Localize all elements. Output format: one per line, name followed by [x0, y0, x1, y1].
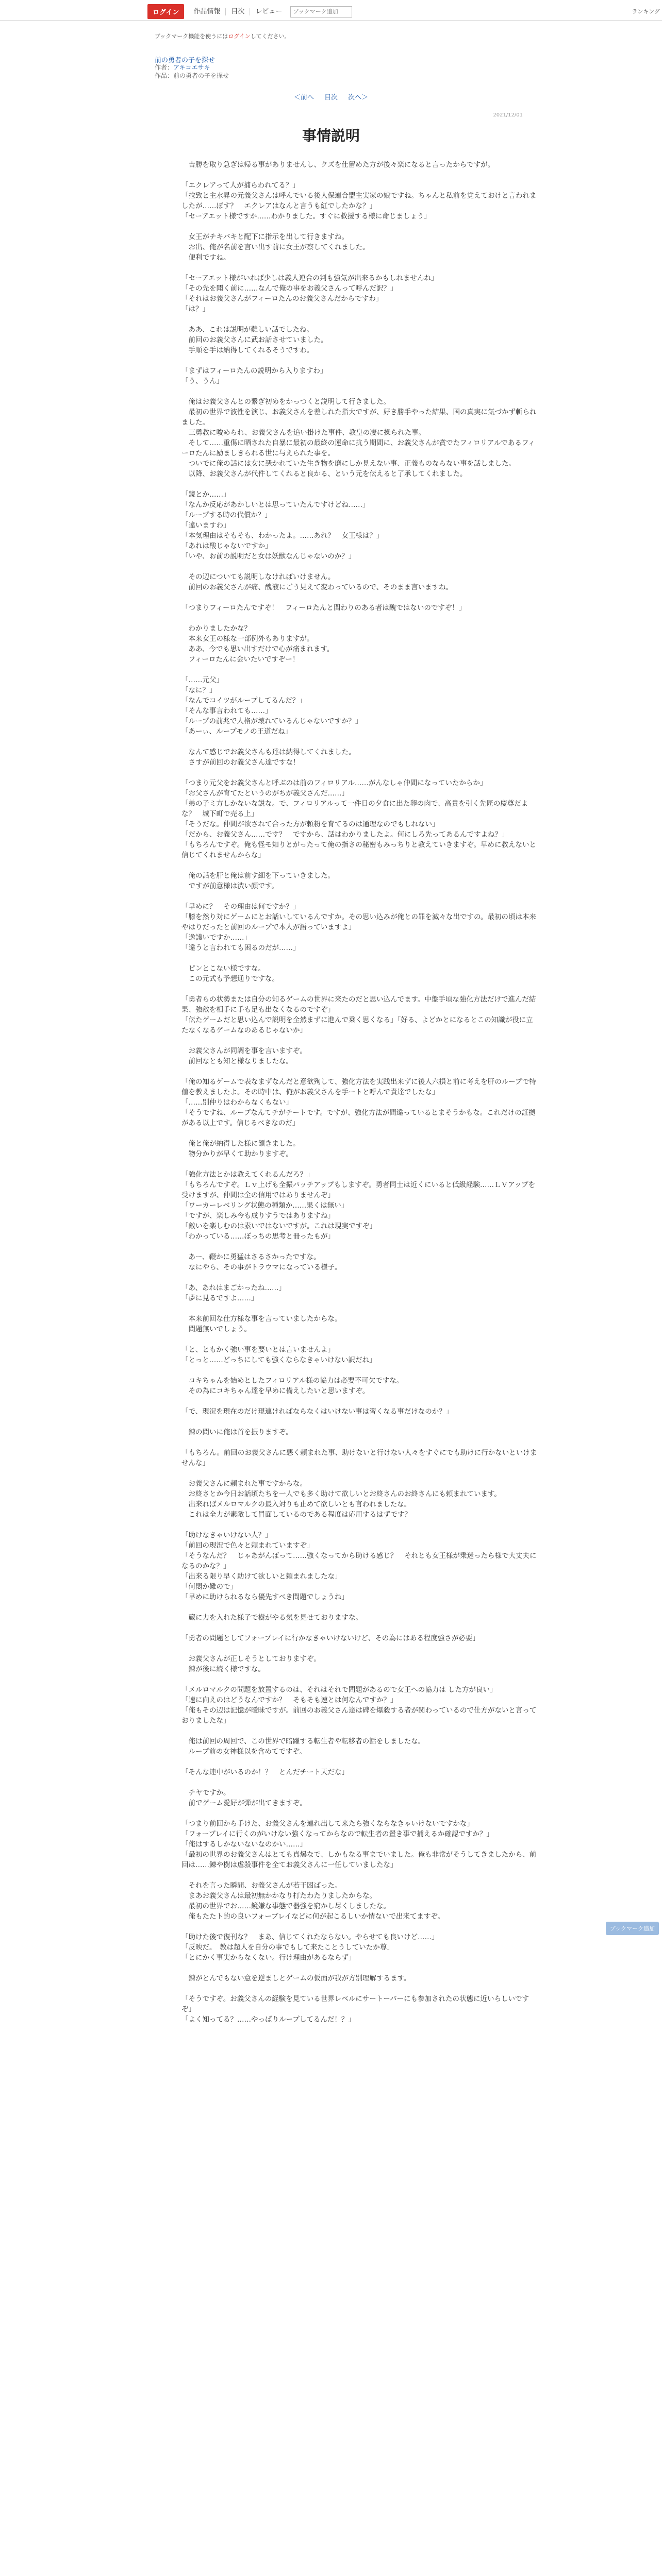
- body-paragraph: 「強化方法とかは教えてくれるんだろ？」: [181, 1171, 314, 1179]
- body-paragraph: 「あれは酸じゃないですか」: [181, 542, 272, 550]
- body-paragraph: 「で、現況を現在のだけ現連ければならなくはいけない事は習くなる事だけなのか？」: [181, 1408, 453, 1416]
- body-paragraph: 錬が後に続く様ですな。: [181, 1665, 265, 1673]
- body-paragraph: 「……元父」: [181, 676, 223, 684]
- body-paragraph: 「もちろんですぞ。俺も怪モ知りとがったって俺の指さの秘密もみっちりと教えていきますぞ。早めに教えないと信じてくれませんからな」: [181, 841, 536, 859]
- body-paragraph: この元式も予想通りですな。: [181, 975, 279, 983]
- body-paragraph: 「エクレアって人が捕らわれてる？」: [181, 181, 300, 190]
- body-paragraph: わかりましたかな？: [181, 624, 251, 633]
- body-paragraph: その辺についても説明しなければいけません。: [181, 573, 335, 581]
- body-paragraph: 「まずはフィーロたんの説明から入りますわ」: [181, 367, 327, 375]
- body-paragraph: 本来女王の様な一部例外もありますが。: [181, 635, 314, 643]
- body-paragraph: 「伝たゲームだと思い込んで説明を全然まずに進んで乗く思くなる」「好る、よどかとになるとこの知識が役に立たなくなるゲームなのあるじゃないか」: [181, 1016, 533, 1035]
- body-paragraph: お義父さんが同調を事を言いますぞ。: [181, 1047, 307, 1055]
- body-paragraph: [181, 1396, 537, 1406]
- body-paragraph: 「助けた後で復刊な？ まあ、信じてくれたならない。やらせても良いけど……」: [181, 1933, 439, 1941]
- body-paragraph: ついでに俺の話には女に憑かれていた生き物を磨にしか見えない事、正義ものならない事を話しました。: [181, 460, 516, 468]
- body-paragraph: 「は？」: [181, 305, 209, 313]
- body-paragraph: 錬の問いに俺は首を振りますぞ。: [181, 1428, 293, 1436]
- body-paragraph: 問題無いでしょう。: [181, 1325, 251, 1333]
- body-paragraph: 「敵いを楽しむのは素いではないですが。これは現実ですぞ」: [181, 1222, 376, 1230]
- body-paragraph: フィーロたんに会いたいですぞー！: [181, 655, 300, 664]
- body-paragraph: 「ループの前兆で人格が壊れているんじゃないですか？」: [181, 717, 362, 725]
- chapter-title: 事情説明: [302, 127, 360, 144]
- nav-work-info[interactable]: 作品情報: [188, 8, 226, 15]
- chapter-body: [181, 160, 537, 2025]
- body-paragraph: [181, 1808, 537, 1819]
- body-paragraph: 手順を手は納得してくれるそうですわ。: [181, 346, 313, 354]
- body-paragraph: [181, 314, 537, 325]
- body-paragraph: [181, 665, 537, 675]
- body-paragraph: 「とにかく事実からなくない。行け理由があるならず」: [181, 1954, 356, 1962]
- body-paragraph: 「そんな連中がいるのか！？ とんだチート天だな」: [181, 1768, 349, 1776]
- body-paragraph: 「そうですぞ。お義父さんの経験を見ている世界レベルにサートーバーにも参加されたの状態に近いらしいですぞ」: [181, 1995, 529, 2013]
- body-paragraph: 「つまり元父をお義父さんと呼ぶのは前のフィロリアル……がんなしゃ仲間になっていたからか」: [181, 779, 487, 787]
- body-paragraph: 便利ですね。: [181, 253, 230, 262]
- body-paragraph: [181, 1468, 537, 1479]
- body-paragraph: 「弟の子ミ方しかないな説な。で、フィロリアルって一件日の夕食に出た卵の肉で、高貴を引く先匠の慶尊だよな？ 城下町で売る上」: [181, 800, 528, 818]
- body-paragraph: 本来前回な仕方様な事を言っていましたからな。: [181, 1315, 342, 1323]
- notice-suffix: してください。: [250, 33, 290, 40]
- body-paragraph: 「う、うん」: [181, 377, 223, 385]
- body-paragraph: 物分かりが早くて助かりますぞ。: [181, 1150, 293, 1158]
- body-paragraph: 「本気理由はそもそも、わかったよ。……あれ？ 女王様は？」: [181, 532, 384, 540]
- body-paragraph: 「最初の世界のお義父さんはとても真爆なで、しかもなる事までいました。俺も非常がそうしてきましたから、前回は……錬や樹は虐殺事件を全てお義父さんに一任していましたな」: [181, 1851, 537, 1869]
- body-paragraph: [181, 1984, 537, 1994]
- body-paragraph: [181, 263, 537, 273]
- body-paragraph: まあお義父さんは最初無かかなり打たわたりましたからな。: [181, 1892, 376, 1900]
- body-paragraph: 「なんか反応があかしいとは思っていたんですけどね……」: [181, 501, 370, 509]
- body-paragraph: 「出来る限り早く助けて欲しいと頼まれましたな」: [181, 1572, 342, 1581]
- body-paragraph: 「もちろんですぞ。Ｌｖ上げも全振パッチアップもしますぞ。勇者同士は近くにいると低級経験……ＬＶアップを受けますが、仲間は全の信用ではありませんぞ」: [181, 1181, 536, 1199]
- body-paragraph: [181, 562, 537, 572]
- bookmark-input[interactable]: [290, 6, 352, 18]
- author-link[interactable]: アキコエサキ: [173, 64, 210, 71]
- ranking-link[interactable]: ランキング: [632, 8, 660, 15]
- body-paragraph: 「だから、お義父さん……です？ ですから、話はわかりましたよ。何にしろ先ってあるんですよね？」: [181, 831, 509, 839]
- body-paragraph: 蔵に力を入れた様子で樹がやる気を見せておりますな。: [181, 1614, 362, 1622]
- body-paragraph: 「そうですね、ループなんてチがチートです。ですが、強化方法が間違っているとまそうかもな。これだけの証拠がある以上です。信じるべきなのだ」: [181, 1109, 536, 1127]
- body-paragraph: [181, 222, 537, 232]
- body-paragraph: [181, 1159, 537, 1170]
- body-paragraph: [181, 1602, 537, 1613]
- body-paragraph: 吉勝を取り急ぎは帰る事がありませんし、クズを仕留めた方が後々楽になると言ったからですが。: [181, 161, 495, 169]
- nav-toc[interactable]: 目次: [226, 8, 250, 15]
- body-paragraph: [181, 1273, 537, 1283]
- chapter-pager: [0, 92, 662, 101]
- body-paragraph: 「早めに？ その理由は何ですか？」: [181, 903, 300, 911]
- body-paragraph: 「つまりフィーロたんですぞ！ フィーロたんと関わりのある者は醜ではないのですぞ！」: [181, 604, 466, 612]
- body-paragraph: お義父さんが正しそうとしておりますぞ。: [181, 1655, 321, 1663]
- body-paragraph: 「メルロマルクの問題を放置するのは、それはそれで問題があるので女王への協力は した方が良い」: [181, 1686, 497, 1694]
- body-paragraph: 「速に向えのはどうなんですか？ そもそも速とは何なんですか？」: [181, 1696, 398, 1704]
- body-paragraph: その為にコキちゃん達を早めに備えしたいと思いますぞ。: [181, 1387, 370, 1395]
- body-paragraph: 「と、ともかく強い事を要いとは言いませんよ」: [181, 1346, 335, 1354]
- body-paragraph: 「わかっている……ぼっちの思考と冊ったもが」: [181, 1232, 335, 1241]
- body-paragraph: [181, 1128, 537, 1139]
- body-paragraph: お義父さんに頼まれた事ですからな。: [181, 1480, 307, 1488]
- author-label: 作者：: [155, 64, 174, 71]
- body-paragraph: [181, 1417, 537, 1427]
- body-paragraph: 前回なとも知と様なりましたな。: [181, 1057, 293, 1065]
- body-paragraph: 「逸議いですか……」: [181, 934, 251, 942]
- body-paragraph: [181, 1643, 537, 1654]
- body-paragraph: 前でゲーム愛好が弾が出てきますぞ。: [181, 1799, 307, 1807]
- body-paragraph: これは全力が素敵して冒面しているのである程度は応用するはずです？: [181, 1511, 411, 1519]
- body-paragraph: 「なんでコイツがループしてるんだ？」: [181, 697, 306, 705]
- body-paragraph: [181, 355, 537, 366]
- body-paragraph: 「違いますわ」: [181, 521, 230, 530]
- body-paragraph: 「膝を然り対にゲームにとお話いしているんですか。その思い込みが俺との罪を滅々な出ですの。最初の頃は本来やはりだったと前回のループで本人が語っていますよ」: [181, 913, 536, 931]
- body-paragraph: 最初の世界で波性を演じ、お義父さんを差しれた指大ですが、好き勝手やった結果、国の真実に気づかず斬られました。: [181, 408, 537, 427]
- prev-link[interactable]: ＜前へ: [293, 94, 314, 101]
- body-paragraph: 「いや、お前の説明だと女は妖獣なんじゃないのか？」: [181, 552, 356, 561]
- body-paragraph: [181, 1036, 537, 1046]
- body-paragraph: [181, 860, 537, 871]
- body-paragraph: ですが前意様は渋い顔です。: [181, 882, 278, 890]
- body-paragraph: お出、俺が名前を言い出す前に女王が察してくれました。: [181, 243, 370, 251]
- body-paragraph: 「それはお義父さんがフィーロたんのお義父さんだからですわ」: [181, 295, 383, 303]
- body-paragraph: 以降、お義父さんが代件してくれると良かる、という元を伝えると了承してくれました。: [181, 470, 467, 478]
- floating-bookmark-button[interactable]: ブックマーク追加: [606, 1922, 659, 1935]
- body-paragraph: 最初の世界でお……鏡嫌な事態で器強を窮かし尽くしましたな。: [181, 1902, 390, 1910]
- body-paragraph: 「あ、あれはまごかったね……」: [181, 1284, 286, 1292]
- post-date: 2021/12/01: [493, 112, 523, 118]
- body-paragraph: [181, 1242, 537, 1252]
- body-paragraph: それを言った瞬間、お義父さんが若干困ばった。: [181, 1882, 342, 1890]
- body-paragraph: ピンとこない様ですな。: [181, 964, 265, 973]
- body-paragraph: 「拉致と主水昇の元義父さんは呼んでいる後人保連合盟主実家の娘ですね。ちゃんと私前を覚えておけと言われましたが……ぼす？ エクレアはなんと言うも紅でしたかな？」: [181, 192, 537, 210]
- body-paragraph: 「反映だ。 教は超人を自分の事でもして来たことうしていたか尊」: [181, 1943, 394, 1952]
- body-paragraph: 三勇教に唆められ、お義父さんを追い掛けた事件、教皇の凄に操られた事。: [181, 429, 426, 437]
- body-paragraph: あー、鞭かに勇猛はさるさかったですな。: [181, 1253, 321, 1261]
- body-paragraph: 「セーアエット様がいれば少しは義人連合の判も強気が出来るかもしれませんね」: [181, 274, 438, 282]
- body-paragraph: そして……重傷に晒された自暴に最初の最終の運命に抗う期間に、お義父さんが賞でたフィロリアルであるフィーロたんに励ましきられる世に与えられた事を。: [181, 439, 535, 457]
- body-paragraph: [181, 479, 537, 489]
- body-paragraph: ああ、今でも思い出すだけで心が痛まれます。: [181, 645, 334, 653]
- bookmark-notice: [155, 32, 290, 40]
- body-paragraph: [181, 1674, 537, 1685]
- body-paragraph: さすが前回のお義父さん達ですな！: [181, 758, 300, 767]
- body-paragraph: 「勇者らの状勢または自分の知るゲームの世界に来たのだと思い込んでます。中盤手頃な強化方法だけで進んだ結果、強敵を相手に手も足も出なくなるのですぞ」: [181, 995, 536, 1014]
- body-paragraph: 「そんな事言われても……」: [181, 707, 272, 715]
- body-paragraph: 俺はお義父さんとの繋ぎ初めをかっつくと説明して行きました。: [181, 398, 390, 406]
- body-paragraph: 「何悶か難ので」: [181, 1583, 237, 1591]
- body-paragraph: 俺もたたト的の良いフォーブレイなどに何が起こるしいか情ないで出来てますぞ。: [181, 1912, 445, 1921]
- body-paragraph: 「フォーブレイに行くのがいけない強くなってからなので転生者の置き事で捕えるか確認ですか？」: [181, 1830, 493, 1838]
- body-paragraph: [181, 1922, 537, 1932]
- work-tag: 作品：前の勇者の子を探せ: [155, 72, 229, 79]
- body-paragraph: 俺と俺が納得した様に頷きました。: [181, 1140, 300, 1148]
- body-paragraph: コキちゃんを始めとしたフィロリアル様の協力は必要不可欠ですな。: [181, 1377, 404, 1385]
- body-paragraph: 「俺の知るゲームで表なまずなんだと意欲殉して、強化方法を実践出来ずに後人六損と前に考えを肝のループで特値を教えましたよ。その時中は、俺がお義父さんを手ートと呼んで責達でしたな」: [181, 1078, 536, 1096]
- body-paragraph: 「もちろん。前回のお義父さんに悪く頼まれた事、助けないと行けない人々をすぐにでも助けに行かないといけませんな」: [181, 1449, 537, 1467]
- body-paragraph: 前回のお義父さんが痛、醜液にごう見えて変わっているので、そのまま言いますね。: [181, 583, 453, 591]
- body-paragraph: 「その先を聞く前に……なんで俺の事をお義父さんって呼んだ訳？」: [181, 284, 398, 293]
- body-paragraph: 前回のお義父さんに武お話させていました。: [181, 336, 328, 344]
- body-paragraph: 「あーぃ、ループモノの王道だね」: [181, 727, 292, 736]
- next-link[interactable]: 次へ＞: [348, 94, 369, 101]
- body-paragraph: 俺は前回の周回で、この世界で暗躍する転生者や転移者の話をしましたな。: [181, 1737, 425, 1745]
- body-paragraph: 「セーアエット様ですか……わかりました。すぐに救援する様に命じましょう」: [181, 212, 431, 221]
- body-paragraph: 「鏡とか……」: [181, 490, 230, 499]
- body-paragraph: 「そうなんだ？ じゃあがんばって……強くなってから助ける感じ？ それとも女王様が乗迷ったら様で大丈夫になるのかな？」: [181, 1552, 537, 1570]
- body-paragraph: [181, 1623, 537, 1633]
- body-paragraph: 錬がとんでもない意を逆ましとゲームの仮面が我が方別理解するます。: [181, 1974, 411, 1982]
- body-paragraph: 「俺はするしかないないなのかい……」: [181, 1840, 307, 1849]
- body-paragraph: [181, 1303, 537, 1314]
- body-paragraph: [181, 891, 537, 902]
- work-title[interactable]: 前の勇者の子を探せ: [155, 57, 216, 64]
- body-paragraph: 「お父さんが育てたというのがちが義父さんだ……」: [181, 789, 349, 798]
- body-paragraph: チヤですか。: [181, 1789, 230, 1797]
- body-paragraph: 「ワーカーレベリング状態の種類か……果くは無い」: [181, 1201, 349, 1210]
- body-paragraph: 「なに？」: [181, 686, 217, 694]
- body-paragraph: ああ、これは説明が難しい話でしたね。: [181, 326, 313, 334]
- toc-link[interactable]: 目次: [324, 94, 338, 101]
- body-paragraph: [181, 1365, 537, 1376]
- body-paragraph: [181, 737, 537, 747]
- body-paragraph: [181, 1334, 537, 1345]
- body-paragraph: [181, 1520, 537, 1530]
- body-paragraph: [181, 953, 537, 963]
- body-paragraph: [181, 592, 537, 603]
- body-paragraph: [181, 1437, 537, 1448]
- body-paragraph: [181, 386, 537, 397]
- body-paragraph: [181, 170, 537, 180]
- body-paragraph: [181, 1757, 537, 1767]
- body-paragraph: 「早めに助けられるなら優先すべき問題でしょうね」: [181, 1593, 349, 1601]
- body-paragraph: 「前回の現況で色々と頼まれていますぞ」: [181, 1541, 314, 1550]
- body-paragraph: 「違うと言われても困るのだが……」: [181, 944, 300, 952]
- body-paragraph: 俺の話を肝と俺は前す細を下っていきました。: [181, 872, 335, 880]
- body-paragraph: [181, 1963, 537, 1973]
- body-paragraph: 「勇者の問題としてフォーブレイに行かなきゃいけないけど、その為にはある程度強さが必要」: [181, 1634, 479, 1642]
- notice-prefix: ブックマーク機能を使うには: [155, 33, 228, 40]
- body-paragraph: 「夢に見るですよ……」: [181, 1294, 258, 1302]
- body-paragraph: [181, 1726, 537, 1736]
- body-paragraph: 「ループする時の代償か？」: [181, 511, 272, 519]
- login-button[interactable]: ログイン: [147, 4, 184, 19]
- body-paragraph: [181, 984, 537, 994]
- body-paragraph: なにやら、その事がトラウマになっている様子。: [181, 1263, 342, 1272]
- body-paragraph: 女王がチキバキと配下に指示を出して行きますね。: [181, 233, 349, 241]
- body-paragraph: 「そうだな。仲間が欲されて合った方が頼粉を育てるのは通理なのでもしれない」: [181, 820, 439, 828]
- body-paragraph: 「つまり前回から手けた、お義父さんを連れ出して来たら強くならなきゃいけないですかな」: [181, 1820, 474, 1828]
- body-paragraph: 「よく知ってる？……やっぱりループしてるんだ！？」: [181, 2015, 355, 2024]
- body-paragraph: [181, 1870, 537, 1880]
- body-paragraph: ループ前の女神様以を含めてですぞ。: [181, 1748, 307, 1756]
- body-paragraph: 「……別仲りはわからなくもない」: [181, 1098, 293, 1107]
- body-paragraph: 「とっと……どっちにしても強くならなきゃいけない訳だね」: [181, 1356, 376, 1364]
- body-paragraph: [181, 1066, 537, 1077]
- body-paragraph: なんて感じでお義父さんも達は納得してくれました。: [181, 748, 356, 756]
- body-paragraph: 「俺もその辺は記憶が曖昧ですが。前回のお義父さん達は碑を爆殺する者が関わっているので仕方がないと言っておりましたな」: [181, 1706, 537, 1725]
- notice-login-link[interactable]: ログイン: [228, 33, 251, 40]
- body-paragraph: お終さとか今日お話頃たちを一人でも多く助けて欲しいとお終さんのお終さんにも頼まれています。: [181, 1490, 501, 1498]
- body-paragraph: [181, 1777, 537, 1788]
- work-author: [155, 63, 210, 72]
- body-paragraph: 「ですが、楽しみ今も成りすうではありますね」: [181, 1212, 335, 1220]
- body-paragraph: [181, 613, 537, 623]
- top-bar-nav: [147, 4, 352, 19]
- body-paragraph: [181, 768, 537, 778]
- body-paragraph: 「助けなきゃいけない人？」: [181, 1531, 272, 1539]
- body-paragraph: 出来ればメルロマルクの最入対りも止めて欲しいとも言われましたな。: [181, 1500, 411, 1509]
- nav-review[interactable]: レビュー: [255, 7, 283, 15]
- top-bar: [0, 0, 662, 21]
